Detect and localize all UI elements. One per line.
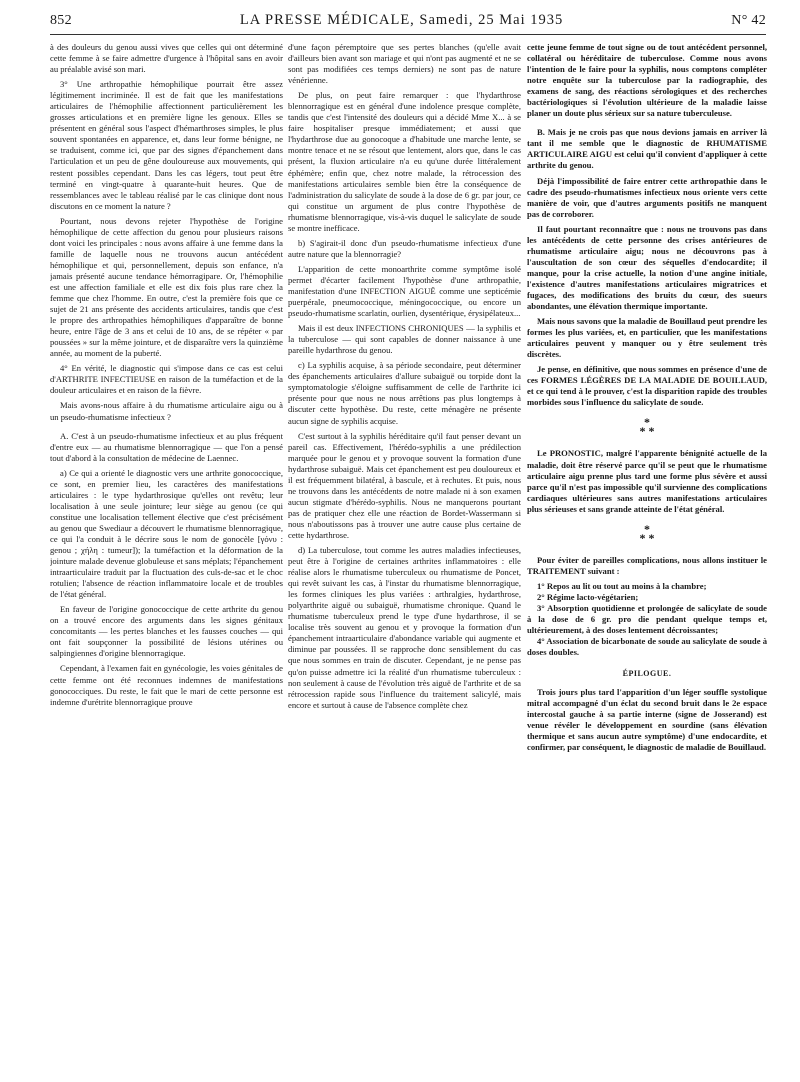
paragraph: Cependant, à l'examen fait en gynécologie, les voies génitales de cette femme ont été reconnues indemnes de manifestations gonococciques. Du reste, le fait que le mari de cette personne est indemne d'urétrite blennorragique prouve [50,663,283,707]
paragraph: Mais nous savons que la maladie de Bouillaud peut prendre les formes les plus variées, et, en particulier, que les manifestations articulaires peuvent y manquer ou y être seulement très discrètes. [527,316,767,360]
column-2 [288,42,521,1072]
paragraph: d) La tuberculose, tout comme les autres maladies infectieuses, peut être à l'origine de certaines arthrites inflammatoires : elle réalise alors le rhumatisme tuberculeux ou rhumatisme de Poncet, qui revêt suivant les cas, à l'instar du rhumatisme blennorragique, les formes cliniques les plus variées : arthralgies, hydarthrose, polyarthrite aiguë ou subaiguë, rhumatisme chronique. Quand le rhumatisme tuberculeux prend le type d'une hydarthrose, il se localise très souvent au genou et y provoque la formation d'un épanchement intraarticulaire d'abondance variable qui augmente et diminue par poussées. Il se rapproche donc sensiblement du cas que nous sommes en train de discuter. Cependant, je ne pense pas qu'on puisse admettre ici la réalité d'un rhumatisme tuberculeux : non seulement à cause de l'évolution très aiguë de l'arthrite et de sa rétrocession rapide sous l'influence du traitement salicylé, mais encore et surtout à cause de l'absence complète chez [288,545,521,710]
page-number: 852 [50,13,72,28]
paragraph: d'une façon péremptoire que ses pertes blanches (qu'elle avait d'ailleurs bien avant son mariage et qui n'ont pas augmenté et ne se sont pas modifiées ces temps derniers) ne sont pas de nature vénérienne. [288,42,521,86]
paragraph: à des douleurs du genou aussi vives que celles qui ont déterminé cette femme à se faire admettre d'urgence à l'hôpital sans en avoir au préalable avisé son mari. [50,42,283,75]
paragraph: Mais il est deux INFECTIONS CHRONIQUES — la syphilis et la tuberculose — qui sont capables de donner naissance à une pareille hydarthrose du genou. [288,323,521,356]
paragraph: C'est surtout à la syphilis héréditaire qu'il faut penser devant un pareil cas. Effectivement, l'hérédo-syphilis a une prédilection marquée pour le genou et y provoque souvent la formation d'une hydarthrose subaiguë. Mais cet épanchement est peu douloureux et il est fréquemment bilatéral, à bascule, et à rechutes. Et puis, nous ne trouvons dans les antécédents de notre malade ni à son examen aucun stigmate d'hérédo-syphilis. Nous ne manquerons pourtant pas de pratiquer chez elle une réaction de Bordet-Wassermann si nous n'aboutissons pas à trouver une autre cause plus certaine de cette hydarthrose. [288,430,521,540]
paragraph: 3° Une arthropathie hémophilique pourrait être assez légitimement incriminée. Il est de fait que les manifestations articulaires de l'hémophilie affectionnent particulièrement les grosses articulations et en première ligne les genoux. Elles se présentent en général sous l'aspect d'hémarthroses simples, le plus souvent spontanées en apparence, et, dans leur forme bénigne, ne se traduisent, comme ici, que par des signes d'épanchement dans l'articulation et un peu de gêne douloureuse aux mouvements, qui restent possibles cependant. Dans les cas légers, tout peut être terminé en vingt-quatre à quarante-huit heures. Que de ressemblances avec le tableau réalisé par le cas clinique dont nous discutons en ce moment la nature ? [50,79,283,211]
list-item: 4° Association de bicarbonate de soude au salicylate de soude à doses doubles. [527,636,767,658]
paragraph: Il faut pourtant reconnaître que : nous ne trouvons pas dans les antécédents de cette personne des crises antérieures de rhumatisme articulaire aigu; nous ne découvrons pas à l'auscultation de son cœur des séquelles d'endocardite; il manque, pour la crise actuelle, la notion d'une angine initiale, l'existence d'autres manifestations articulaires migratrices et fugaces, des modifications des bruits du cœur, des sueurs abondantes, une élévation thermique importante. [527,223,767,312]
paragraph: b) S'agirait-il donc d'un pseudo-rhumatisme infectieux d'une autre nature que la blennorragie? [288,237,521,259]
paragraph: Déjà l'impossibilité de faire entrer cette arthropathie dans le cadre des pseudo-rhumatismes infectieux nous oriente vers cette manière de voir, que d'autres arguments positifs ne manquent pas de corroborer. [527,175,767,219]
paragraph: En faveur de l'origine gonococcique de cette arthrite du genou on a trouvé encore des arguments dans les signes génitaux concomitants — les pertes blanches et les fausses couches — qui ont fait soupçonner la possibilité de lésions utérines ou salpingiennes d'origine blennorragique. [50,604,283,659]
paragraph: Je pense, en définitive, que nous sommes en présence d'une de ces FORMES LÉGÈRES DE LA MALADIE DE BOUILLAUD, et ce qui tend à le prouver, c'est la disparition rapide des troubles morbides sous l'influence du salicylate de soude. [527,364,767,408]
column-1 [50,42,283,1072]
column-3 [527,42,767,1072]
paragraph: Trois jours plus tard l'apparition d'un léger souffle systolique mitral accompagné d'un éclat du second bruit dans le 2e espace intercostal gauche à sa partie interne (signe de Josserand) est venue révéler le développement en sourdine (sans élévation thermique et sans aucun autre symptôme) d'une endocardite, et confirmer, par conséquent, le diagnostic de maladie de Bouillaud. [527,687,767,753]
list-item: 1° Repos au lit ou tout au moins à la chambre; [537,580,707,591]
paragraph: Pourtant, nous devons rejeter l'hypothèse de l'origine hémophilique de cette affection du genou pour plusieurs raisons dont voici les principales : nous avons affaire à une femme dans la famille de laquelle nous ne trouvons aucun antécédent hémophilique et qui, personnellement, depuis son enfance, n'a jamais présenté aucune tendance hémorragipare. Or, l'hémophilie est une affection familiale et elle est dix fois plus rare chez la femme que chez l'homme. En outre, c'est la première fois que ce sujet de 21 ans présente des accidents articulaires, tandis que c'est le propre des arthropathies hémophiliques d'apparaître de bonne heure, entre l'âge de 3 ans et celui de 10 ans, de se répéter « par poussées » sur la même jointure, et de disparaître vers la quinzième année, au moment de la puberté. [50,215,283,359]
paragraph: 4° En vérité, le diagnostic qui s'impose dans ce cas est celui d'ARTHRITE INFECTIEUSE en raison de la tuméfaction et de la douleur articulaires et en raison de la fièvre. [50,363,283,396]
paragraph: L'apparition de cette monoarthrite comme symptôme isolé permet d'écarter facilement l'hypothèse d'une arthropathie, manifestation d'une INFECTION AIGUË comme une septicémie puerpérale, pneumococcique, méningococcique, ou encore un pseudo-rhumatisme scarlatin, ourlien, dysentérique, érysipélateux... [288,263,521,319]
issue-number: N° 42 [731,13,766,28]
list-item: 3° Absorption quotidienne et prolongée de salicylate de soude à la dose de 6 gr. pro die pendant quelque temps et, ultérieurement, à des doses lentement décroissantes; [527,602,767,636]
paragraph: Mais avons-nous affaire à du rhumatisme articulaire aigu ou à un pseudo-rhumatisme infectieux ? [50,400,283,422]
header-rule [50,34,766,35]
journal-title: LA PRESSE MÉDICALE, Samedi, 25 Mai 1935 [239,12,564,28]
paragraph: A. C'est à un pseudo-rhumatisme infectieux et au plus fréquent d'entre eux — au rhumatisme blennorragique — que l'on a pensé tout d'abord à la consultation de médecine de Laennec. [50,430,283,463]
paragraph: cette jeune femme de tout signe ou de tout antécédent personnel, collatéral ou héréditaire de tuberculose. Comme nous avons l'intention de le faire pour la syphilis, nous comptons compléter notre enquête sur la tuberculose par la radiographie, des examens de sang, des réactions sérologiques et des recherches bactériologiques si l'évolution ultérieure de la maladie laisse planer un doute plus sérieux sur sa nature tuberculeuse. [527,42,767,119]
paragraph: B. Mais je ne crois pas que nous devions jamais en arriver là tant il me semble que le diagnostic de RHUMATISME ARTICULAIRE AIGU est celui qu'il convient d'appliquer à cette arthrite du genou. [527,127,767,171]
asterism-separator: * * * [639,521,655,545]
asterism-separator: * * * [639,415,655,439]
paragraph: Le PRONOSTIC, malgré l'apparente bénignité actuelle de la maladie, doit être réservé parce qu'il se peut que le rhumatisme articulaire aigu prenne plus tard une forme plus sévère et aussi parce qu'il n'est pas impossible qu'il survienne des complications cardiaques ultérieures sans autres manifestations articulaires plus sérieuses et sans grande atteinte de l'état général. [527,448,767,514]
paragraph: Pour éviter de pareilles complications, nous allons instituer le TRAITEMENT suivant : [527,554,767,576]
paragraph: c) La syphilis acquise, à sa période secondaire, peut déterminer des épanchements articulaires d'allure subaiguë ou torpide dont la symptomatologie s'éloigne suffisamment de celle de l'arthrite ici présente pour que nous ne nous arrêtions pas plus longtemps à discuter cette hypothèse. Du reste, cette ménagère ne présente aucun signe de syphilis acquise. [288,360,521,426]
section-heading: ÉPILOGUE. [622,669,672,679]
list-item: 2° Régime lacto-végétarien; [537,591,639,602]
paragraph: a) Ce qui a orienté le diagnostic vers une arthrite gonococcique, ce sont, en premier lieu, les caractères des manifestations articulaires : le type hydarthrosique qu'elles ont revêtu; leur localisation à une seule jointure; leur siège au genou (ce qui constitue une localisation tellement élective que c'est précisément au genou que Swediaur a découvert le rhumatisme blennorragique, ce qui l'a conduit à le décrire sous le nom de gonocèle [γόνυ : genou ; χήλη : tumeur]); la tuméfaction et la déformation de la jointure malade devenue globuleuse et sans méplats; l'épanchement intraarticulaire traduit par la fluctuation des culs-de-sac et le choc rotulien; l'absence de réaction inflammatoire locale et de troubles de l'état général. [50,467,283,600]
paragraph: De plus, on peut faire remarquer : que l'hydarthrose blennorragique est en général d'une indolence presque complète, tandis que c'est l'intensité des douleurs qui a décidé Mme X... à se faire hospitaliser presque immédiatement; et aussi que l'hydarthrose due au gonocoque a d'habitude une marche lente, se montre tenace et ne se résout que lentement, alors que, dans le cas présent, la fluxion articulaire n'a eu qu'une durée littéralement éphémère; enfin que, chez notre malade, la rétrocession des manifestations articulaires semble bien être la conséquence de l'administration du salicylate de soude à la dose de 6 gr. par jour, ce qui constitue un argument de plus contre l'hypothèse de rhumatisme blennorragique, vis-à-vis duquel le salicylate de soude se montre inefficace. [288,90,521,233]
treatment-list [527,581,767,658]
